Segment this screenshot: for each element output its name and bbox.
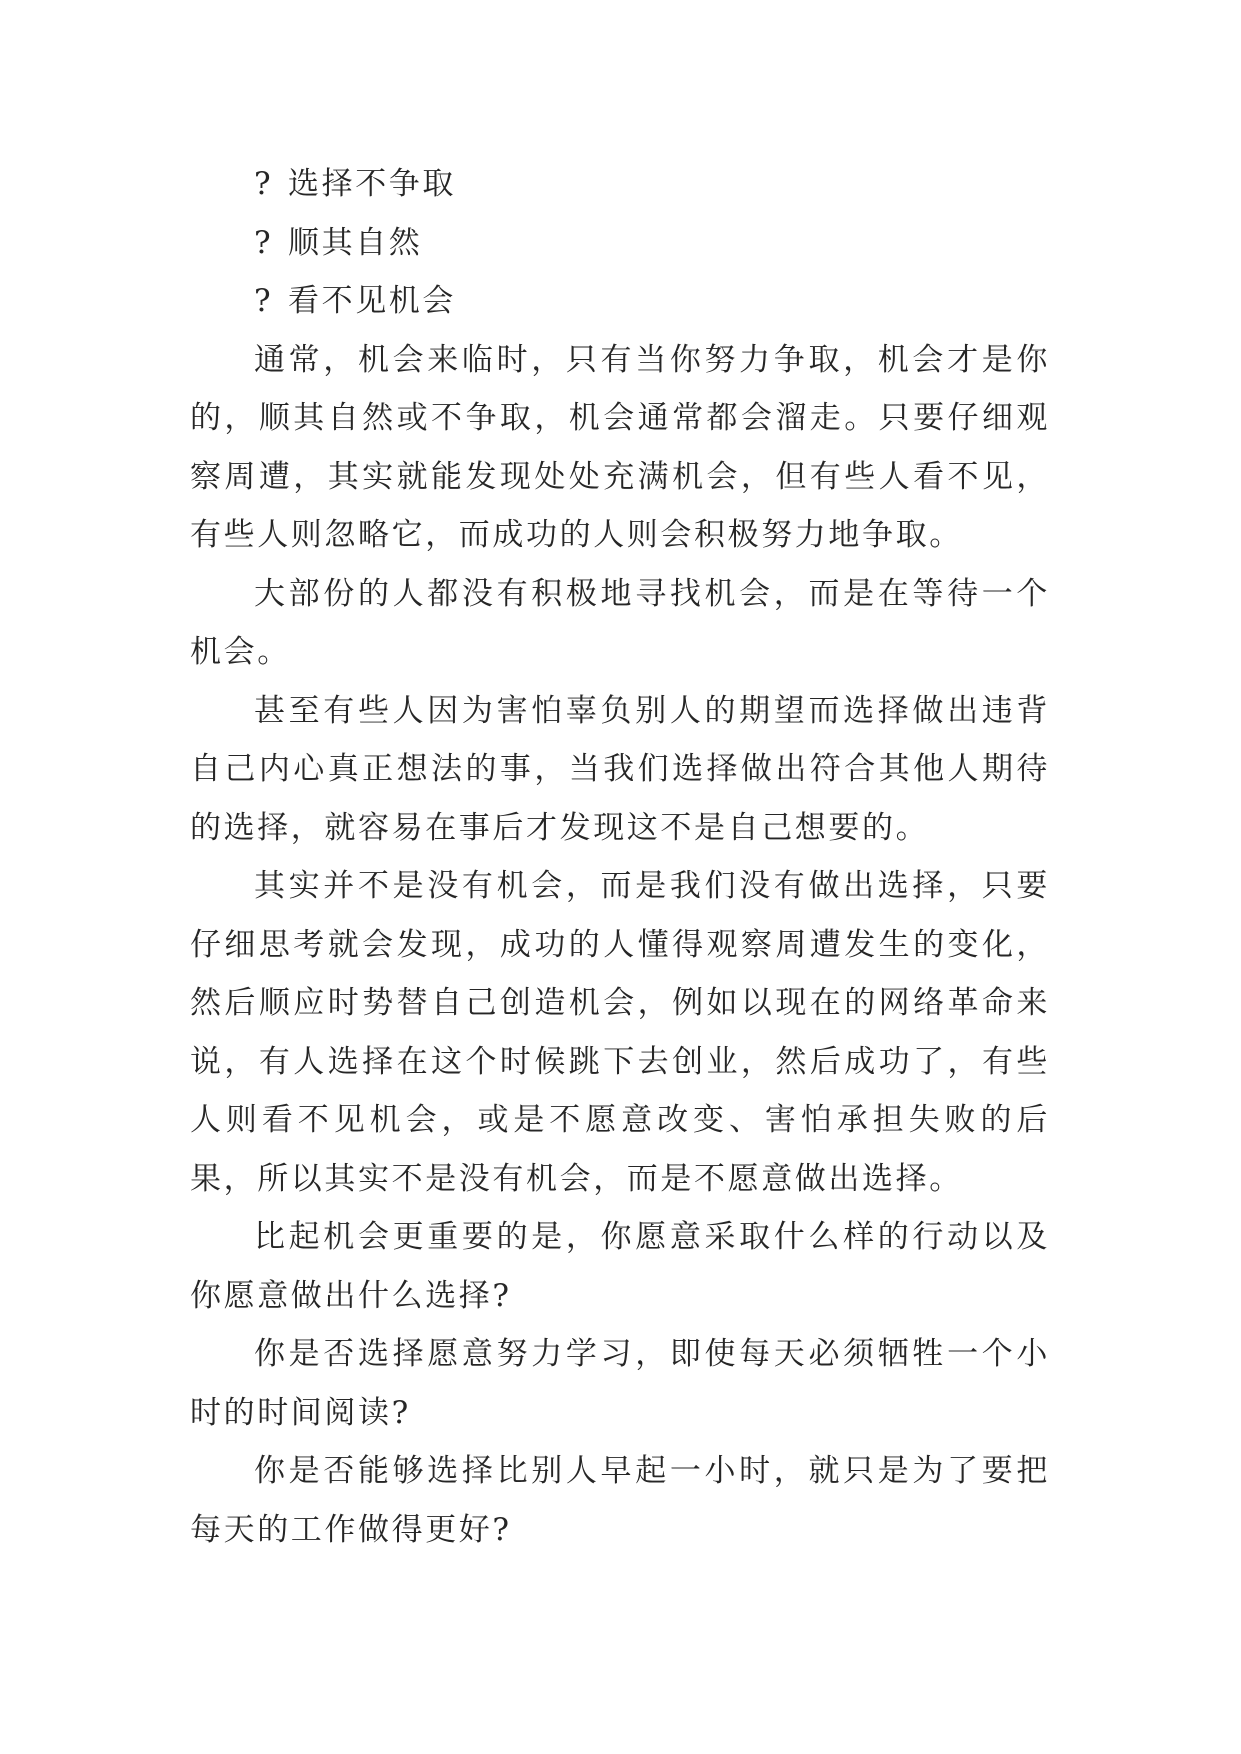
paragraph: 比起机会更重要的是，你愿意采取什么样的行动以及你愿意做出什么选择? — [190, 1219, 1050, 1314]
bullet-item — [190, 155, 1050, 214]
bullet-mark: ? — [254, 224, 274, 261]
bullet-item — [190, 272, 1050, 331]
paragraph: 甚至有些人因为害怕辜负别人的期望而选择做出违背自己内心真正想法的事，当我们选择做出符合其他人期待的选择，就容易在事后才发现这不是自己想要的。 — [190, 692, 1050, 846]
bullet-mark: ? — [254, 166, 274, 202]
paragraph: 你是否能够选择比别人早起一小时，就只是为了要把每天的工作做得更好? — [190, 1453, 1050, 1548]
paragraph: 其实并不是没有机会，而是我们没有做出选择，只要仔细思考就会发现，成功的人懂得观察周遭发生的变化，然后顺应时势替自己创造机会，例如以现在的网络革命来说，有人选择在这个时候跳下去创业，然后成功了，有些人则看不见机会，或是不愿意改变、害怕承担失败的后果，所以其实不是没有机会，而是不愿意做出选择。 — [190, 868, 1050, 1197]
bullet-item — [190, 214, 1050, 273]
bullet-mark: ? — [254, 283, 274, 319]
bullet-text: 选择不争取 — [288, 166, 456, 202]
paragraph: 大部份的人都没有积极地寻找机会，而是在等待一个机会。 — [190, 575, 1050, 670]
bullet-text: 看不见机会 — [288, 283, 456, 319]
bullet-text: 顺其自然 — [288, 224, 423, 261]
document-body — [190, 155, 1050, 1559]
paragraph: 通常，机会来临时，只有当你努力争取，机会才是你的，顺其自然或不争取，机会通常都会溜走。只要仔细观察周遭，其实就能发现处处充满机会，但有些人看不见，有些人则忽略它，而成功的人则会积极努力地争取。 — [190, 341, 1050, 553]
paragraph: 你是否选择愿意努力学习，即使每天必须牺牲一个小时的时间阅读? — [190, 1336, 1050, 1431]
